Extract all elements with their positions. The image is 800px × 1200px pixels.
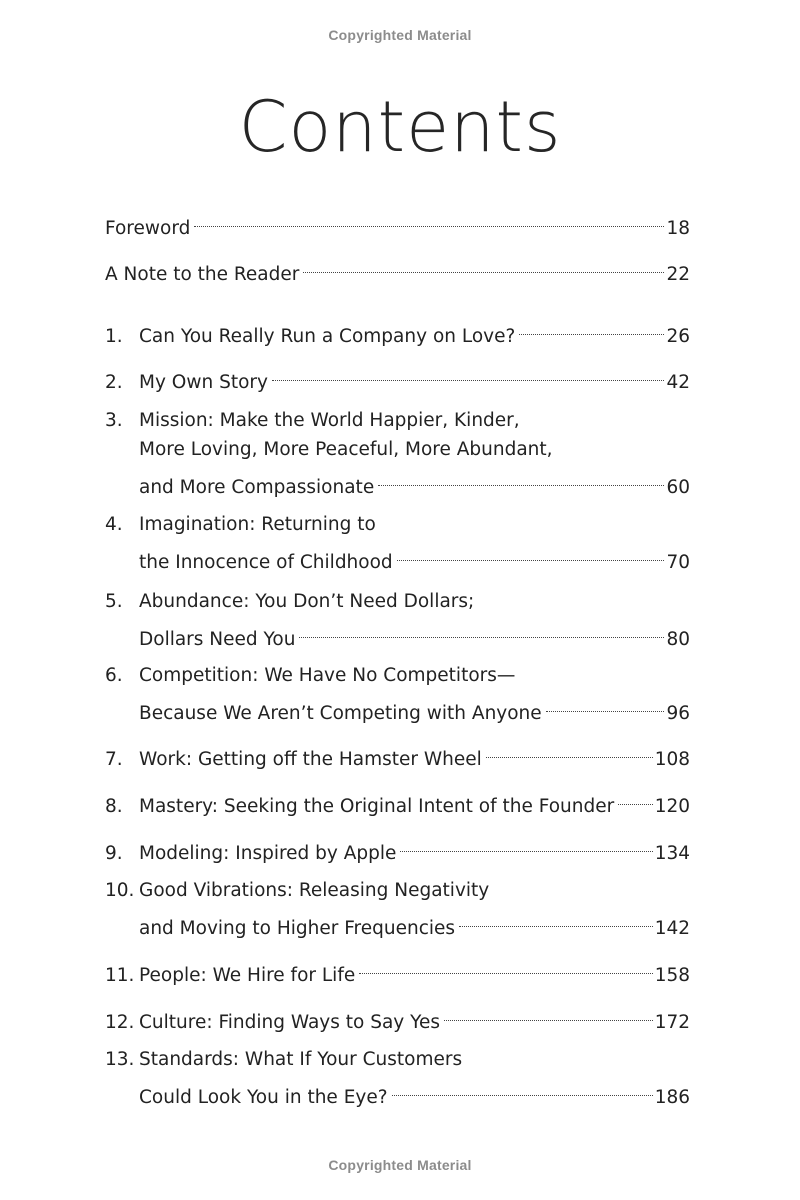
copyright-watermark-bottom: Copyrighted Material	[328, 1157, 472, 1173]
toc-page-number: 26	[666, 326, 690, 347]
toc-entry	[105, 313, 690, 347]
toc-entry-number: 10.	[105, 880, 135, 901]
toc-entry	[105, 876, 690, 939]
toc-entry	[105, 661, 690, 724]
toc-entry-line	[105, 205, 690, 239]
toc-page-number: 120	[654, 796, 690, 817]
toc-entry-line	[105, 616, 690, 650]
toc-entry-title: Could Look You in the Eye?	[139, 1087, 388, 1108]
toc-dot-leader	[459, 905, 653, 934]
toc-entry-line	[105, 251, 690, 285]
toc-dot-leader	[303, 251, 664, 280]
toc-entry	[105, 205, 690, 239]
toc-entry-title: Modeling: Inspired by Apple	[139, 843, 397, 864]
toc-page-number: 80	[666, 629, 690, 650]
toc-page-number: 142	[654, 918, 690, 939]
toc-entry-line	[105, 783, 690, 817]
toc-entry-number: 3.	[105, 410, 123, 431]
toc-entry-title: Good Vibrations: Releasing Negativity	[139, 880, 490, 901]
toc-dot-leader	[519, 313, 664, 342]
page-title: Contents	[238, 86, 562, 168]
toc-entry-title: More Loving, More Peaceful, More Abundant,	[139, 439, 553, 460]
toc-entry-number: 11.	[105, 965, 135, 986]
toc-entry-line	[105, 539, 690, 573]
toc-entry	[105, 736, 690, 770]
toc-page-number: 42	[666, 372, 690, 393]
toc-entry-title: and Moving to Higher Frequencies	[139, 918, 456, 939]
toc-entry	[105, 359, 690, 393]
toc-entry	[105, 999, 690, 1033]
toc-entry-title: Culture: Finding Ways to Say Yes	[139, 1012, 440, 1033]
toc-entry-title: My Own Story	[139, 372, 268, 393]
toc-entry-line	[105, 736, 690, 770]
toc-entry-title: Mastery: Seeking the Original Intent of the Founder	[139, 796, 615, 817]
copyright-watermark-top: Copyrighted Material	[328, 27, 472, 43]
toc-entry	[105, 587, 690, 650]
toc-entry-title: Dollars Need You	[139, 629, 296, 650]
toc-dot-leader	[392, 1074, 653, 1103]
toc-entry-number: 7.	[105, 749, 123, 770]
toc-entry-line	[105, 435, 690, 464]
toc-entry	[105, 830, 690, 864]
toc-entry-line	[105, 690, 690, 724]
toc-page-number: 70	[666, 552, 690, 573]
toc-dot-leader	[486, 736, 653, 765]
toc-entry-line	[105, 406, 690, 435]
toc-dot-leader	[400, 830, 652, 859]
toc-page-number: 186	[654, 1087, 690, 1108]
toc-entry-number: 1.	[105, 326, 123, 347]
toc-entry-number: 8.	[105, 796, 123, 817]
toc-entry-title: Imagination: Returning to	[139, 514, 376, 535]
toc-entry-line	[105, 905, 690, 939]
toc-entry-line	[105, 830, 690, 864]
toc-entry-title: and More Compassionate	[139, 477, 375, 498]
toc-entry	[105, 1045, 690, 1108]
toc-entry-line	[105, 876, 690, 905]
toc-dot-leader	[194, 205, 664, 234]
toc-page-number: 134	[654, 843, 690, 864]
toc-dot-leader	[359, 952, 652, 981]
toc-entry-number: 13.	[105, 1049, 135, 1070]
toc-entry-title: the Innocence of Childhood	[139, 552, 393, 573]
toc-dot-leader	[397, 539, 665, 568]
toc-entry-line	[105, 359, 690, 393]
toc-entry-line	[105, 1074, 690, 1108]
toc-dot-leader	[444, 999, 653, 1028]
toc-entry-number: 12.	[105, 1012, 135, 1033]
toc-entry-title: Because We Aren’t Competing with Anyone	[139, 703, 542, 724]
toc-dot-leader	[546, 690, 665, 719]
toc-entry-line	[105, 661, 690, 690]
toc-page-number: 108	[654, 749, 690, 770]
toc-entry	[105, 783, 690, 817]
toc-entry-title: Can You Really Run a Company on Love?	[139, 326, 516, 347]
toc-page-number: 18	[666, 218, 690, 239]
toc-entry-number: 4.	[105, 514, 123, 535]
toc-entry-line	[105, 464, 690, 498]
toc-entry-title: Work: Getting off the Hamster Wheel	[139, 749, 482, 770]
toc-entry-line	[105, 313, 690, 347]
toc-dot-leader	[378, 464, 664, 493]
toc-entry-number: 6.	[105, 665, 123, 686]
toc-entry-line	[105, 1045, 690, 1074]
toc-page-number: 96	[666, 703, 690, 724]
toc-entry-title: Foreword	[105, 218, 191, 239]
toc-entry-line	[105, 952, 690, 986]
toc-entry-title: Mission: Make the World Happier, Kinder,	[139, 410, 520, 431]
toc-entry-title: Abundance: You Don’t Need Dollars;	[139, 591, 475, 612]
toc-entry-title: A Note to the Reader	[105, 264, 300, 285]
toc-dot-leader	[618, 783, 652, 812]
toc-entry-line	[105, 587, 690, 616]
toc-page-number: 60	[666, 477, 690, 498]
toc-entry	[105, 406, 690, 498]
toc-entry-line	[105, 510, 690, 539]
toc-entry-title: Standards: What If Your Customers	[139, 1049, 463, 1070]
toc-page-number: 172	[654, 1012, 690, 1033]
toc-entry-number: 9.	[105, 843, 123, 864]
toc-entry-title: Competition: We Have No Competitors—	[139, 665, 516, 686]
toc-entry	[105, 251, 690, 285]
toc-entry-number: 2.	[105, 372, 123, 393]
toc-entry-line	[105, 999, 690, 1033]
toc-dot-leader	[299, 616, 664, 645]
toc-entry	[105, 952, 690, 986]
toc-page-number: 158	[654, 965, 690, 986]
toc-entry	[105, 510, 690, 573]
toc-page-number: 22	[666, 264, 690, 285]
toc-entry-title: People: We Hire for Life	[139, 965, 356, 986]
toc-entry-number: 5.	[105, 591, 123, 612]
toc-dot-leader	[272, 359, 664, 388]
